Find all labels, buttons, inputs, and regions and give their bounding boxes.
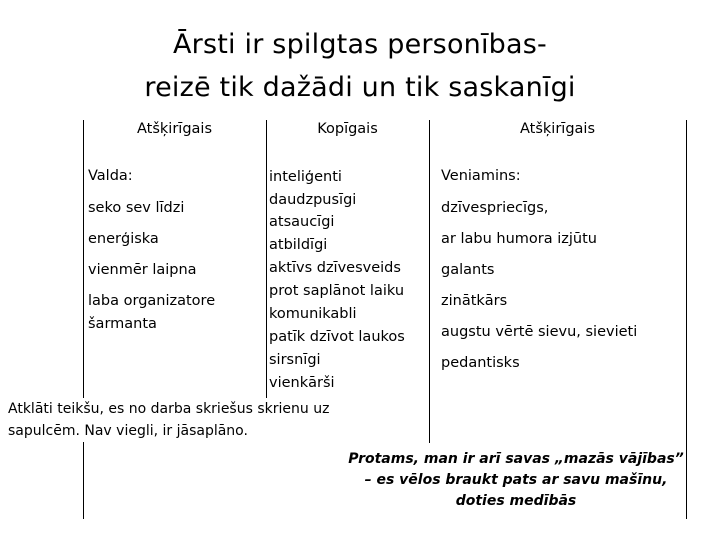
left-cell: Valda: (88, 168, 133, 184)
left-cell: šarmanta (88, 316, 157, 332)
middle-cell: inteliģenti (269, 169, 342, 185)
middle-cell: atbildīgi (269, 237, 328, 253)
quote-left: Atklāti teikšu, es no darba skriešus skrienu uz sapulcēm. Nav viegli, ir jāsaplāno. (8, 398, 368, 442)
right-cell: zinātkārs (441, 293, 508, 309)
middle-cell: vienkārši (269, 375, 335, 391)
quote-right: Protams, man ir arī savas „mazās vājības” – es vēlos braukt pats ar savu mašīnu, doties medībās (346, 449, 686, 512)
middle-cell: daudzpusīgi (269, 192, 357, 208)
middle-cell: prot saplānot laiku (269, 283, 405, 299)
middle-cell: patīk dzīvot laukos (269, 329, 405, 345)
middle-cell: komunikabli (269, 306, 357, 322)
column-header-differences-right: Atšķirīgais (520, 121, 595, 137)
table-divider-1 (266, 120, 267, 440)
right-cell: augstu vērtē sievu, sievieti (441, 324, 638, 340)
slide-title-line-1: Ārsti ir spilgtas personības- (173, 29, 547, 60)
slide-title-line-2: reizē tik dažādi un tik saskanīgi (144, 72, 576, 103)
right-cell: dzīvespriecīgs, (441, 200, 549, 216)
left-cell: seko sev līdzi (88, 200, 185, 216)
left-cell: vienmēr laipna (88, 262, 197, 278)
middle-cell: sirsnīgi (269, 352, 321, 368)
column-header-common: Kopīgais (317, 121, 378, 137)
column-header-differences-left: Atšķirīgais (137, 121, 212, 137)
left-cell: laba organizatore (88, 293, 216, 309)
middle-cell: atsaucīgi (269, 214, 335, 230)
right-cell: Veniamins: (441, 168, 521, 184)
table-divider-2 (429, 120, 430, 443)
table-border-right (686, 120, 687, 519)
right-cell: galants (441, 262, 495, 278)
right-cell: pedantisks (441, 355, 520, 371)
middle-cell: aktīvs dzīvesveids (269, 260, 401, 276)
right-cell: ar labu humora izjūtu (441, 231, 597, 247)
left-cell: enerģiska (88, 231, 159, 247)
table-border-left (83, 120, 84, 519)
